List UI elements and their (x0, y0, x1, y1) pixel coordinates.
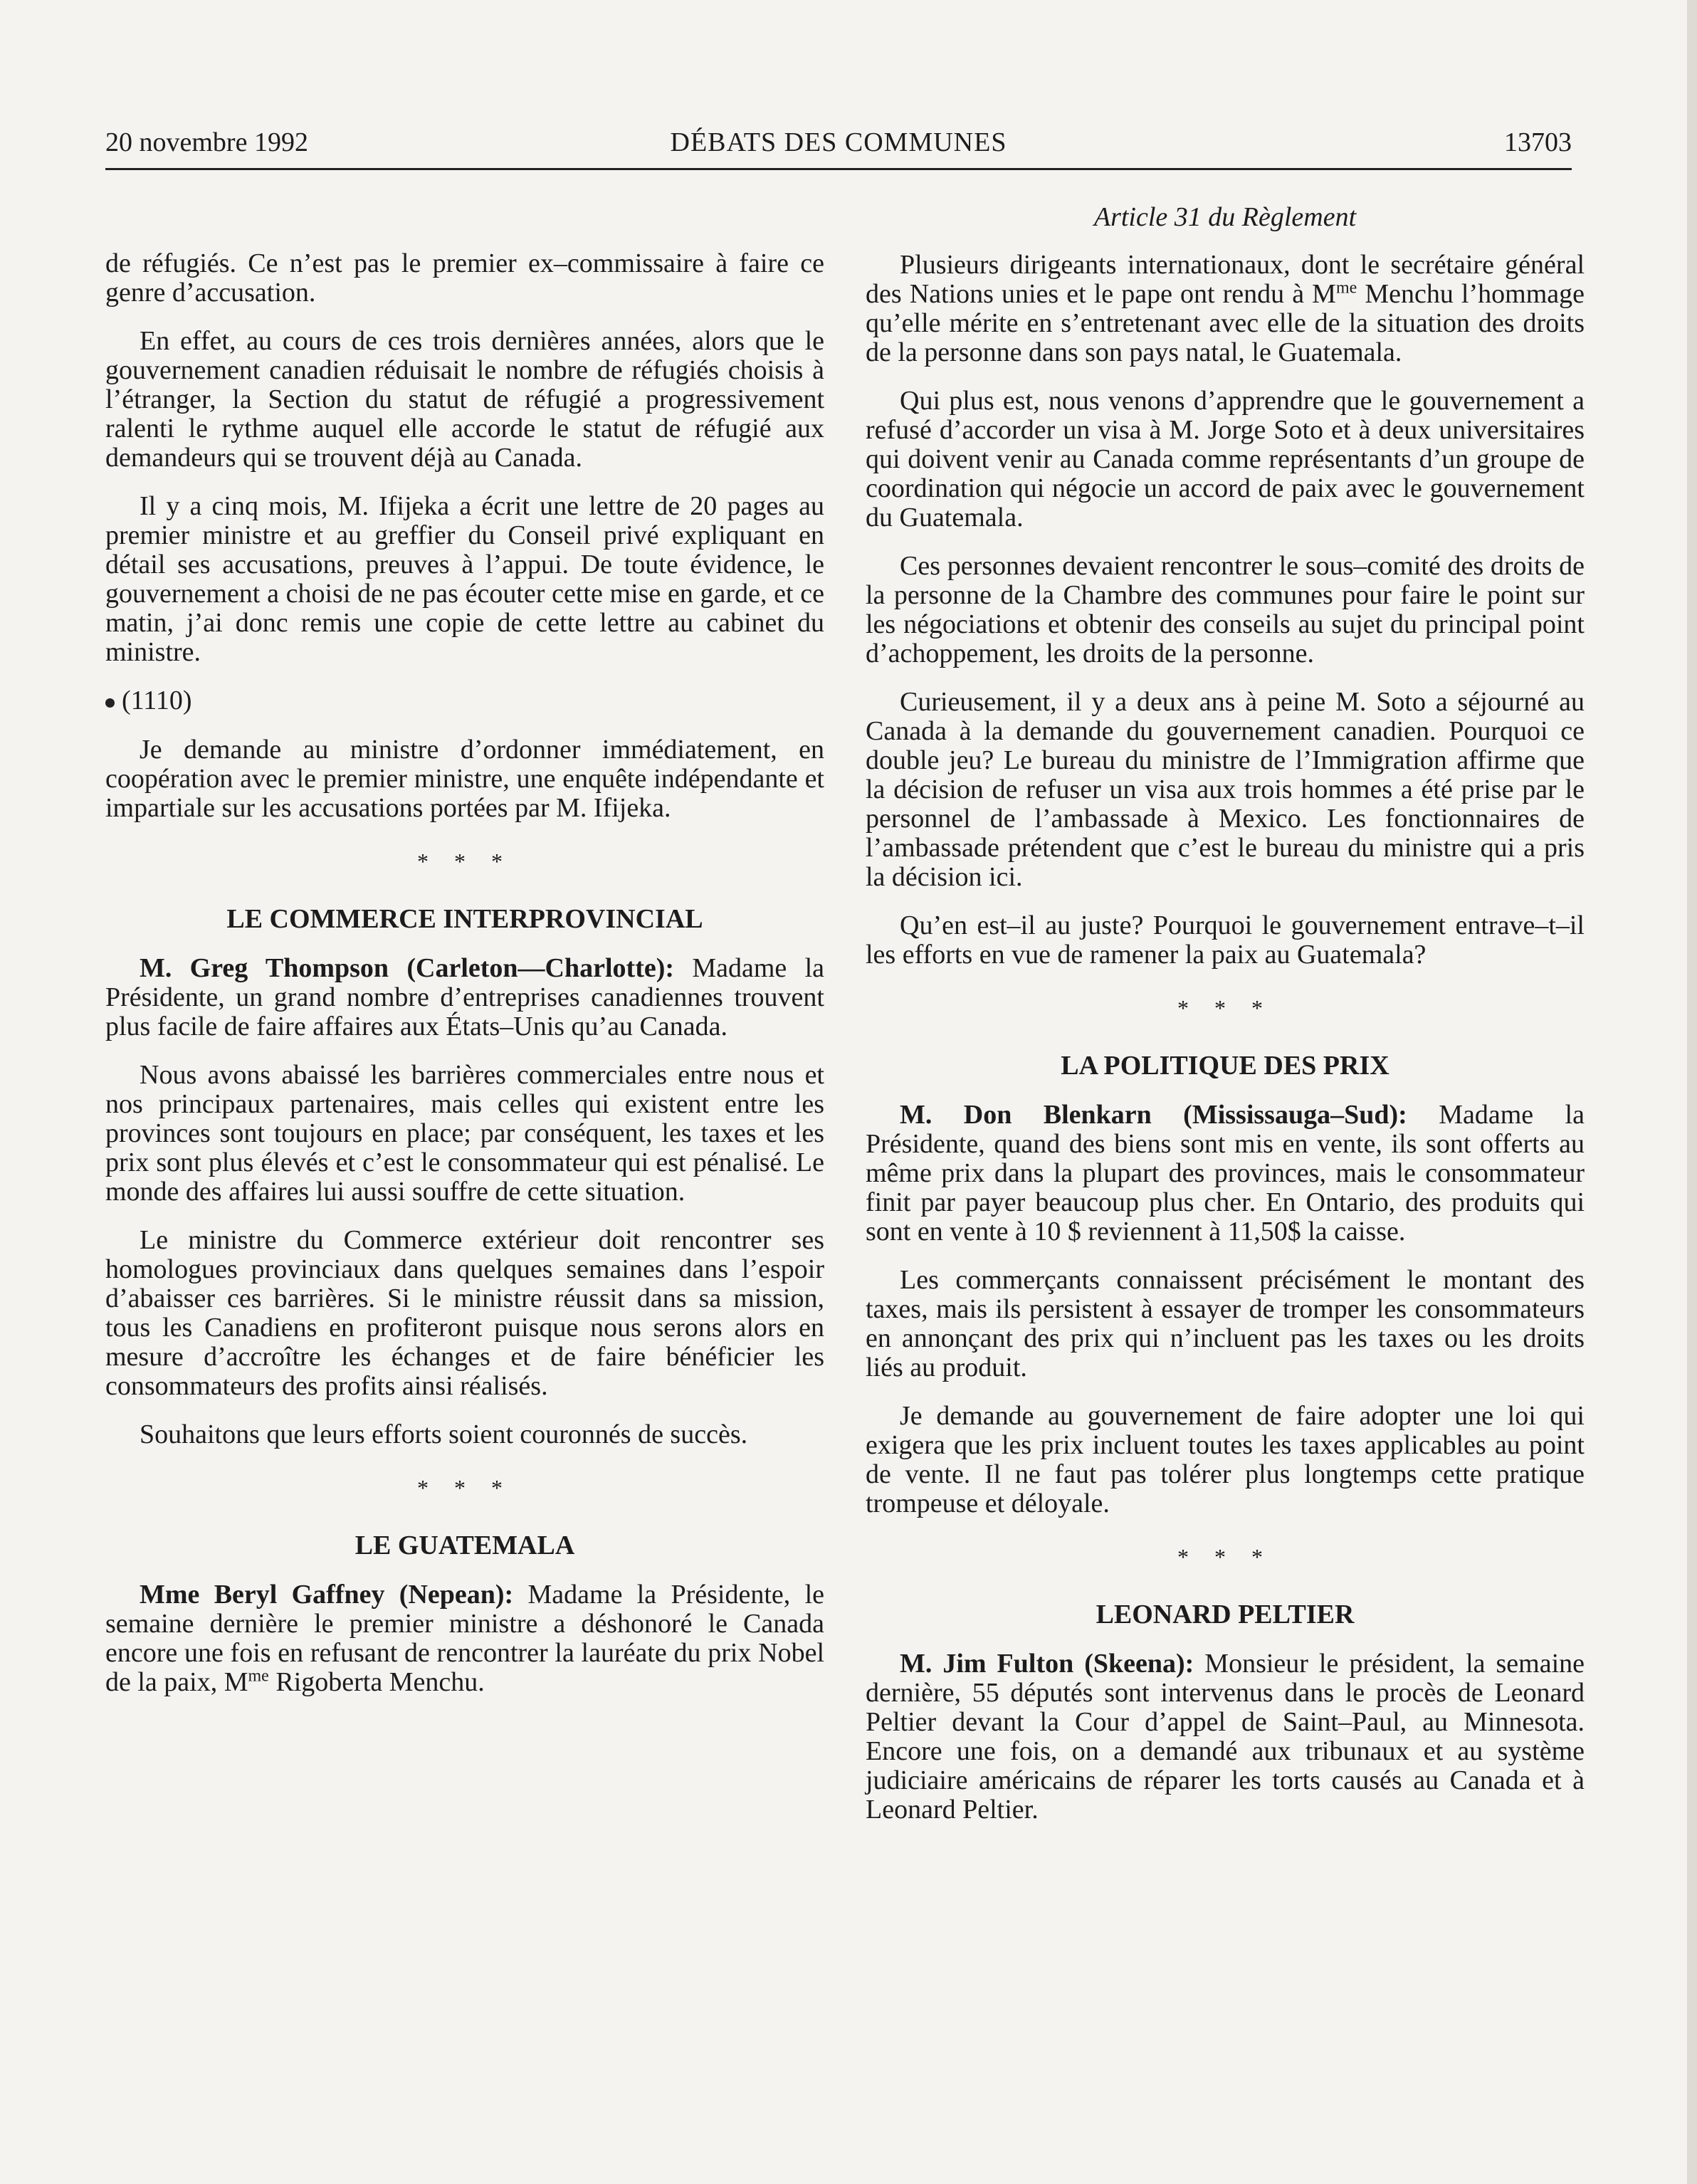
speech-text: Madame la Présidente, quand des biens sont mis en vente, ils sont offerts au même prix dans la plupart des provinces, mais le consommateur finit par payer beaucoup plus cher. En Ontario, des produits qui sont en vente à 10 $ reviennent à 11,50$ la caisse. (866, 1100, 1585, 1246)
speech-text: Madame la Présidente, un grand nombre d’entreprises canadiennes trouvent plus facile de faire affaires aux États–Unis qu’au Canada. (105, 953, 824, 1041)
paragraph: Qui plus est, nous venons d’apprendre que le gouvernement a refusé d’accorder un visa à M. Jorge Soto et à deux universitaires qui doivent venir au Canada comme représentants d’un groupe de coordination qui négocie un accord de paix avec le gouvernement du Guatemala. (866, 386, 1585, 532)
superscript: me (1335, 278, 1357, 298)
speaker-name: Mme Beryl Gaffney (Nepean): (140, 1580, 514, 1610)
speech-text: Madame la Présidente, le semaine dernière le premier ministre a déshonoré le Canada encore une fois en refusant de rencontrer la lauréate du prix Nobel de la paix, M (105, 1580, 824, 1697)
speech-text: Rigoberta Menchu. (268, 1667, 485, 1697)
section-separator: * * * (1177, 995, 1273, 1021)
paragraph-text: Plusieurs dirigeants internationaux, dont le secrétaire général des Nations unies et le pape ont rendu à M (866, 250, 1585, 309)
paragraph: Il y a cinq mois, M. Ifijeka a écrit une lettre de 20 pages au premier ministre et au greffier du Conseil privé expliquant en détail ses accusations, preuves à l’appui. De toute évidence, le gouvernement a choisi de ne pas écouter cette mise en garde, et ce matin, j’ai donc remis une copie de cette lettre au cabinet du ministre. (105, 491, 824, 667)
speech-text: Monsieur le président, la semaine dernière, 55 députés sont intervenus dans le procès de Leonard Peltier devant la Cour d’appel de Saint–Paul, au Minnesota. Encore une fois, on a demandé aux tribunaux et au système judiciaire américains de réparer les torts causés au Canada et à Leonard Peltier. (866, 1649, 1585, 1825)
section-heading: LE GUATEMALA (354, 1531, 575, 1560)
paragraph: Curieusement, il y a deux ans à peine M. Soto a séjourné au Canada à la demande du gouvernement canadien. Pourquoi ce double jeu? Le bureau du ministre de l’Immigration affirme que la décision de refuser un visa aux trois hommes a été prise par le personnel de l’ambassade à Mexico. Les fonctionnaires de l’ambassade prétendent que c’est le bureau du ministre qui a pris la décision ici. (866, 687, 1585, 892)
right-column (866, 203, 1585, 1844)
header-date: 20 novembre 1992 (105, 127, 308, 157)
paragraph: En effet, au cours de ces trois dernières années, alors que le gouvernement canadien réduisait le nombre de réfugiés choisis à l’étranger, la Section du statut de réfugié a progressivement ralenti le rythme auquel elle accorde le statut de réfugié aux demandeurs qui se trouvent déjà au Canada. (105, 326, 824, 473)
section-heading: LEONARD PELTIER (1096, 1600, 1355, 1629)
paragraph: Le ministre du Commerce extérieur doit rencontrer ses homologues provinciaux dans quelques semaines dans l’espoir d’abaisser ces barrières. Si le ministre réussit dans sa mission, tous les Canadiens en profiteront puisque nous serons alors en mesure d’accroître les échanges et de faire bénéficier les consommateurs des profits ainsi réalisés. (105, 1225, 824, 1401)
superscript: me (248, 1666, 269, 1686)
time-label: (1110) (122, 686, 192, 715)
speaker-name: M. Jim Fulton (Skeena): (900, 1649, 1194, 1679)
page-edge (1687, 0, 1697, 2184)
speech-paragraph (105, 954, 824, 1041)
speech-paragraph (866, 1649, 1585, 1825)
section-separator: * * * (417, 1475, 513, 1501)
rubric: Article 31 du Règlement (1093, 202, 1357, 232)
speech-paragraph (866, 1101, 1585, 1246)
paragraph: Je demande au ministre d’ordonner immédiatement, en coopération avec le premier ministre, une enquête indépendante et impartiale sur les accusations portées par M. Ifijeka. (105, 735, 824, 823)
left-column (105, 249, 824, 1716)
speaker-name: M. Don Blenkarn (Mississauga–Sud): (900, 1100, 1407, 1130)
page-header (105, 127, 1572, 170)
paragraph: de réfugiés. Ce n’est pas le premier ex–commissaire à faire ce genre d’accusation. (105, 248, 824, 308)
paragraph-text: Menchu l’hommage qu’elle mérite en s’entretenant avec elle de la situation des droits de la personne dans son pays natal, le Guatemala. (866, 279, 1585, 367)
bullet-icon (105, 698, 115, 708)
paragraph: Je demande au gouvernement de faire adopter une loi qui exigera que les prix incluent toutes les taxes applicables au point de vente. Il ne faut pas tolérer plus longtemps cette pratique trompeuse et déloyale. (866, 1401, 1585, 1518)
section-heading: LA POLITIQUE DES PRIX (1061, 1051, 1389, 1081)
section-separator: * * * (1177, 1544, 1273, 1570)
page-number: 13703 (1504, 127, 1572, 157)
time-marker (105, 686, 824, 715)
paragraph: Qu’en est–il au juste? Pourquoi le gouvernement entrave–t–il les efforts en vue de ramener la paix au Guatemala? (866, 910, 1585, 970)
section-heading: LE COMMERCE INTERPROVINCIAL (226, 904, 703, 934)
speech-paragraph (105, 1580, 824, 1697)
header-title: DÉBATS DES COMMUNES (670, 127, 1007, 157)
section-separator: * * * (417, 849, 513, 874)
paragraph: Les commerçants connaissent précisément le montant des taxes, mais ils persistent à essayer de tromper les consommateurs en annonçant des prix qui n’incluent pas les taxes ou les droits liés au produit. (866, 1265, 1585, 1382)
speaker-name: M. Greg Thompson (Carleton—Charlotte): (140, 953, 675, 983)
paragraph: Souhaitons que leurs efforts soient couronnés de succès. (140, 1419, 748, 1449)
paragraph (866, 251, 1585, 367)
paragraph: Ces personnes devaient rencontrer le sous–comité des droits de la personne de la Chambre des communes pour faire le point sur les négociations et obtenir des conseils au sujet du principal point d’achoppement, les droits de la personne. (866, 551, 1585, 668)
paragraph: Nous avons abaissé les barrières commerciales entre nous et nos principaux partenaires, mais celles qui existent entre les provinces sont toujours en place; par conséquent, les taxes et les prix sont plus élevés et c’est le consommateur qui est pénalisé. Le monde des affaires lui aussi souffre de cette situation. (105, 1060, 824, 1207)
